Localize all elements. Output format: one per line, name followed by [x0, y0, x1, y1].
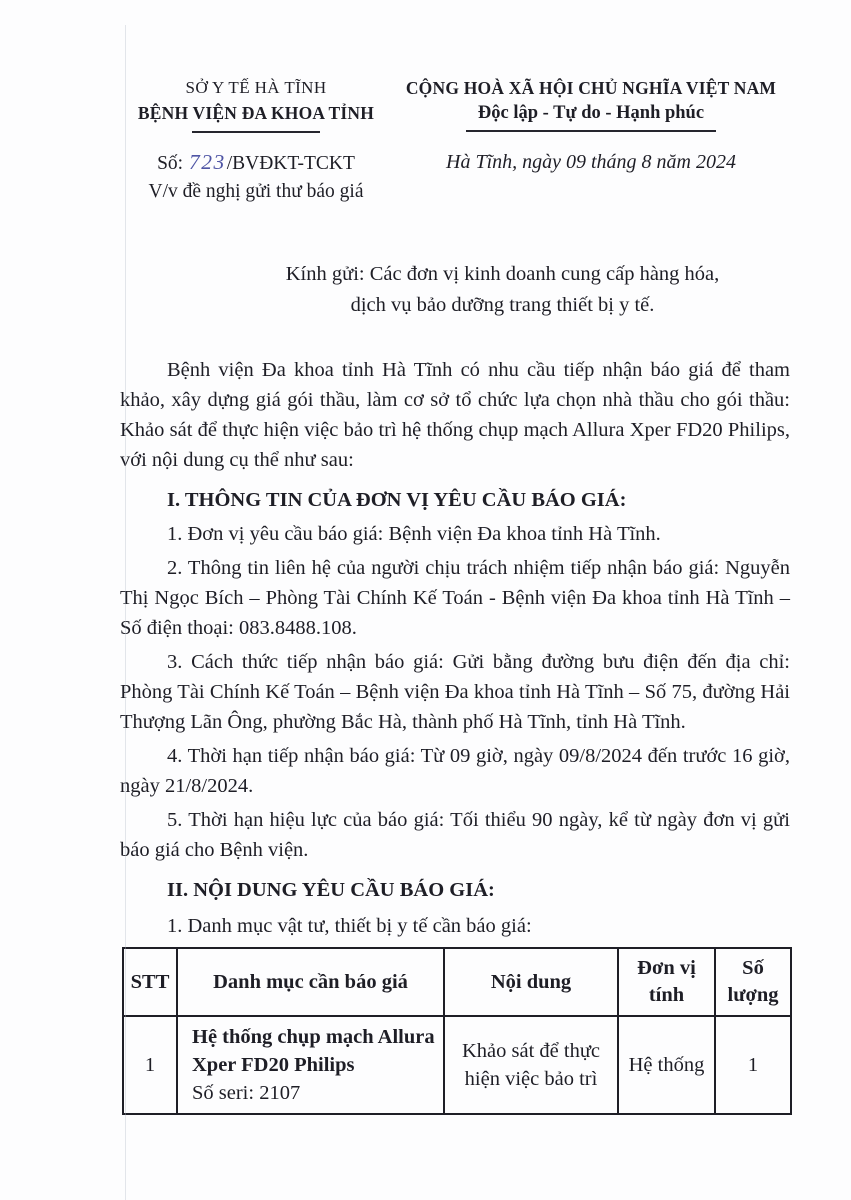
hospital-name: BỆNH VIỆN ĐA KHOA TỈNH [137, 103, 375, 123]
national-motto: Độc lập - Tự do - Hạnh phúc [477, 103, 705, 123]
doc-number-suffix: /BVĐKT-TCKT [226, 153, 355, 174]
salutation-line2: dịch vụ bảo dưỡng trang thiết bị y tế. [350, 294, 655, 316]
col-header-category: Danh mục cần báo giá [177, 948, 444, 1016]
quote-items-table [122, 947, 792, 1115]
section2-heading: II. NỘI DUNG YÊU CẦU BÁO GIÁ: [167, 879, 495, 901]
national-header-block [392, 78, 790, 203]
section1-item-3: 3. Cách thức tiếp nhận báo giá: Gửi bằng đường bưu điện đến địa chỉ: Phòng Tài Chính Kế Toán – Bệnh viện Đa khoa tỉnh Hà Tĩnh – Số 75, đường Hải Thượng Lãn Ông, phường Bắc Hà, thành phố Hà Tĩnh, tỉnh Hà Tĩnh. [120, 651, 790, 733]
intro-paragraph: Bệnh viện Đa khoa tỉnh Hà Tĩnh có nhu cầu tiếp nhận báo giá để tham khảo, xây dựng giá gói thầu, làm cơ sở tổ chức lựa chọn nhà thầu cho gói thầu: Khảo sát để thực hiện việc bảo trì hệ thống chụp mạch Allura Xper FD20 Philips, với nội dung cụ thể như sau: [120, 359, 790, 471]
section1-item-2: 2. Thông tin liên hệ của người chịu trách nhiệm tiếp nhận báo giá: Nguyễn Thị Ngọc Bích – Phòng Tài Chính Kế Toán - Bệnh viện Đa khoa tỉnh Hà Tĩnh – Số điện thoại: 083.8488.108. [120, 557, 790, 639]
col-header-unit: Đơn vị tính [618, 948, 715, 1016]
org-underline [192, 131, 320, 133]
section1-item-5: 5. Thời hạn hiệu lực của báo giá: Tối thiểu 90 ngày, kể từ ngày đơn vị gửi báo giá cho Bệnh viện. [120, 809, 790, 861]
cell-unit: Hệ thống [618, 1016, 715, 1114]
cell-item-name: Hệ thống chụp mạch Allura Xper FD20 Philips [192, 1026, 435, 1076]
table-header-row [123, 948, 791, 1016]
cell-content: Khảo sát để thực hiện việc bảo trì [444, 1016, 618, 1114]
document-subject: V/v đề nghị gửi thư báo giá [148, 181, 364, 202]
cell-item-serial: Số seri: 2107 [192, 1082, 301, 1104]
section1-item-1: 1. Đơn vị yêu cầu báo giá: Bệnh viện Đa khoa tỉnh Hà Tĩnh. [167, 523, 661, 545]
doc-number-prefix: Số: [157, 153, 184, 174]
cell-item [177, 1016, 444, 1114]
document-number-line [120, 150, 392, 175]
place-date-line: Hà Tĩnh, ngày 09 tháng 8 năm 2024 [446, 151, 736, 173]
section1-item-4: 4. Thời hạn tiếp nhận báo giá: Từ 09 giờ, ngày 09/8/2024 đến trước 16 giờ, ngày 21/8/2024. [120, 745, 790, 797]
section1-heading: I. THÔNG TIN CỦA ĐƠN VỊ YÊU CẦU BÁO GIÁ: [167, 489, 627, 511]
paper-fold-line [125, 25, 126, 1200]
salutation-block [120, 259, 790, 321]
cell-stt: 1 [123, 1016, 177, 1114]
col-header-quantity: Số lượng [715, 948, 791, 1016]
salutation-line1: Kính gửi: Các đơn vị kinh doanh cung cấp hàng hóa, [285, 263, 720, 285]
doc-number-handwritten: 723 [188, 150, 226, 174]
col-header-content: Nội dung [444, 948, 618, 1016]
document-header [120, 78, 790, 203]
col-header-stt: STT [123, 948, 177, 1016]
country-title: CỘNG HOÀ XÃ HỘI CHỦ NGHĨA VIỆT NAM [405, 78, 777, 98]
cell-quantity: 1 [715, 1016, 791, 1114]
table-row [123, 1016, 791, 1114]
section2-intro: 1. Danh mục vật tư, thiết bị y tế cần báo giá: [167, 915, 532, 937]
parent-org-name: SỞ Y TẾ HÀ TĨNH [185, 78, 327, 97]
issuing-org-block [120, 78, 392, 203]
motto-underline [466, 130, 716, 132]
